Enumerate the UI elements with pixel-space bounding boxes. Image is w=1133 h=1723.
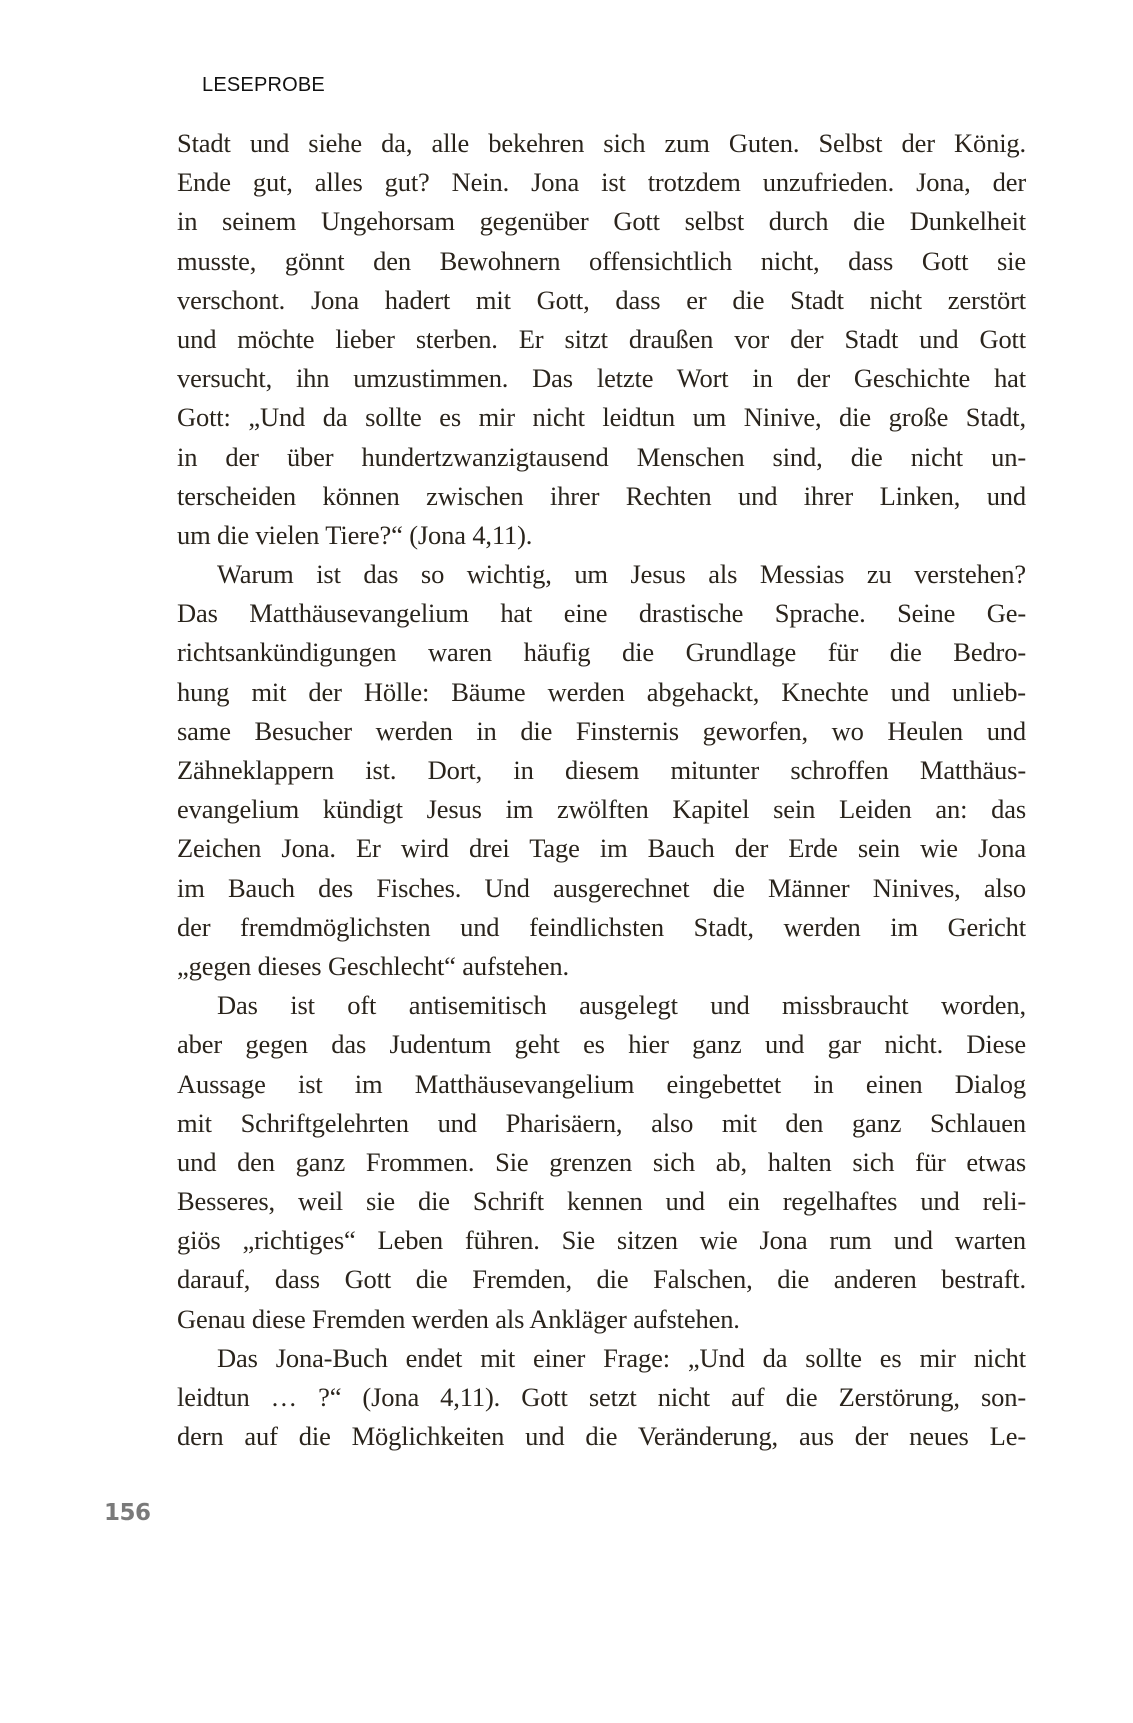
text-line: hung mit der Hölle: Bäume werden abgehackt, Knechte und unlieb- — [177, 676, 1026, 707]
text-line: verschont. Jona hadert mit Gott, dass er die Stadt nicht zerstört — [177, 284, 1026, 315]
text-line: in seinem Ungehorsam gegenüber Gott selbst durch die Dunkelheit — [177, 206, 1026, 237]
text-line: aber gegen das Judentum geht es hier ganz und gar nicht. Diese — [177, 1029, 1026, 1060]
text-line: Stadt und siehe da, alle bekehren sich zum Guten. Selbst der König. — [177, 128, 1026, 158]
text-line: im Bauch des Fisches. Und ausgerechnet die Männer Ninives, also — [177, 872, 1026, 903]
page-number: 156 — [104, 1500, 151, 1526]
text-line: Das Matthäusevangelium hat eine drastische Sprache. Seine Ge- — [177, 598, 1026, 629]
text-line: um die vielen Tiere?“ (Jona 4,11). — [177, 519, 533, 550]
running-header: LESEPROBE — [202, 74, 325, 96]
text-line: Das Jona-Buch endet mit einer Frage: „Und da sollte es mir nicht — [217, 1342, 1026, 1373]
text-line: richtsankündigungen waren häufig die Grundlage für die Bedro- — [177, 637, 1026, 668]
paragraph — [177, 1339, 1026, 1457]
text-line: evangelium kündigt Jesus im zwölften Kapitel sein Leiden an: das — [177, 794, 1026, 825]
text-line: versucht, ihn umzustimmen. Das letzte Wort in der Geschichte hat — [177, 363, 1026, 394]
text-line: leidtun … ?“ (Jona 4,11). Gott setzt nicht auf die Zerstörung, son- — [177, 1382, 1026, 1412]
text-line: Genau diese Fremden werden als Ankläger aufstehen. — [177, 1303, 740, 1334]
text-line: same Besucher werden in die Finsternis geworfen, wo Heulen und — [177, 715, 1026, 746]
text-line: in der über hundertzwanzigtausend Menschen sind, die nicht un- — [177, 441, 1026, 472]
body-text — [177, 124, 1026, 1456]
text-line: und den ganz Frommen. Sie grenzen sich ab, halten sich für etwas — [177, 1146, 1026, 1177]
text-line: Warum ist das so wichtig, um Jesus als Messias zu verstehen? — [217, 559, 1026, 590]
paragraph — [177, 124, 1026, 555]
text-line: darauf, dass Gott die Fremden, die Falschen, die anderen bestraft. — [177, 1264, 1026, 1295]
text-line: „gegen dieses Geschlecht“ aufstehen. — [177, 950, 569, 981]
text-line: Besseres, weil sie die Schrift kennen und ein regelhaftes und reli- — [177, 1186, 1026, 1217]
text-line: Das ist oft antisemitisch ausgelegt und missbraucht worden, — [217, 990, 1026, 1021]
text-line: giös „richtiges“ Leben führen. Sie sitzen wie Jona rum und warten — [177, 1225, 1026, 1256]
text-line: der fremdmöglichsten und feindlichsten Stadt, werden im Gericht — [177, 911, 1026, 942]
text-line: und möchte lieber sterben. Er sitzt draußen vor der Stadt und Gott — [177, 323, 1026, 354]
text-line: Aussage ist im Matthäusevangelium eingebettet in einen Dialog — [177, 1068, 1026, 1099]
text-line: Zeichen Jona. Er wird drei Tage im Bauch der Erde sein wie Jona — [177, 833, 1026, 864]
text-line: dern auf die Möglichkeiten und die Veränderung, aus der neues Le- — [177, 1421, 1026, 1452]
text-line: mit Schriftgelehrten und Pharisäern, also mit den ganz Schlauen — [177, 1107, 1026, 1138]
text-line: terscheiden können zwischen ihrer Rechten und ihrer Linken, und — [177, 480, 1026, 511]
text-line: Zähneklappern ist. Dort, in diesem mitunter schroffen Matthäus- — [177, 755, 1026, 785]
text-line: musste, gönnt den Bewohnern offensichtlich nicht, dass Gott sie — [177, 245, 1026, 276]
text-line: Ende gut, alles gut? Nein. Jona ist trotzdem unzufrieden. Jona, der — [177, 167, 1026, 198]
paragraph — [177, 555, 1026, 986]
text-line: Gott: „Und da sollte es mir nicht leidtun um Ninive, die große Stadt, — [177, 402, 1026, 433]
paragraph — [177, 986, 1026, 1339]
